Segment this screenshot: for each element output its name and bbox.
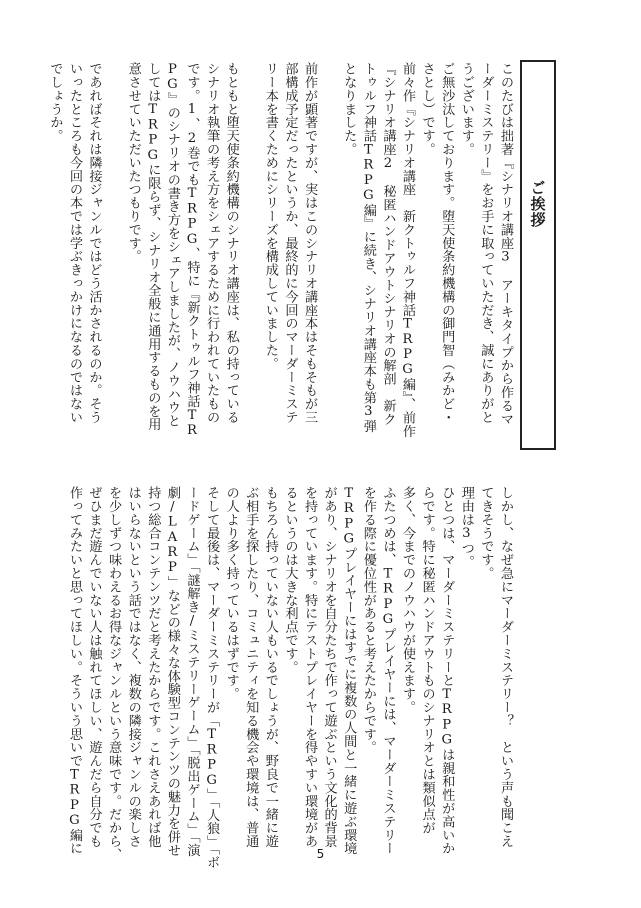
text-line: ご無沙汰しております。堕天使条約機構の御門智（みかど・ <box>439 62 455 424</box>
text-line: しかし、なぜ急にマーダーミステリー？ という声も聞こえ <box>498 486 513 848</box>
text-line: があり、シナリオを自分たちで作って遊ぶという文化的背景 <box>321 486 337 848</box>
text-line: てきそうです。 <box>478 486 494 580</box>
text-line: 理由は3つ。 <box>458 486 474 569</box>
text-line: TRPGプレイヤーにはすでに複数の人間と一緒に遊ぶ環境 <box>341 486 357 855</box>
paragraph <box>64 486 475 869</box>
text-line: の人より多く持っているはずです。 <box>223 486 239 701</box>
text-line: ぜひまだ遊んでいない人は触れてほしい、遊んだら自分でも <box>86 486 102 848</box>
text-line: ーダーミステリー』をお手に取っていただき、誠にありがと <box>478 62 494 424</box>
text-line: さとし）です。 <box>419 62 435 156</box>
paragraph <box>339 62 457 452</box>
page-number: 5 <box>316 847 325 861</box>
text-line: そして最後は、マーダーミステリーが「TRPG」「人狼」「ボ <box>204 486 220 869</box>
text-line: PG』のシナリオの書き方をシェアしましたが、ノウハウと <box>164 62 180 428</box>
text-line: を作る際に優位性があると考えたからです。 <box>360 486 376 754</box>
text-line: 前作が顕著ですが、実はこのシナリオ講座本はそもそもが三 <box>302 62 318 424</box>
heading-title: ご挨拶 <box>528 180 547 228</box>
text-line: るというのは大きな利点です。 <box>282 486 298 674</box>
paragraph <box>260 62 319 452</box>
paragraph <box>45 62 104 452</box>
paragraph <box>123 62 241 452</box>
text-line: してはTRPGに限らず、シナリオ全般に通用するものを用 <box>145 62 161 431</box>
text-line: らです。特に秘匿ハンドアウトものシナリオとは類似点が <box>419 486 435 835</box>
text-line: うございます。 <box>458 62 474 156</box>
text-line: を持っています。特にテストプレイヤーを得やすい環境があ <box>302 486 318 848</box>
text-line: ードゲーム」「謎解き/ミステリーゲーム」「脱出ゲーム」「演 <box>184 486 200 857</box>
text-line: ふたつめは、TRPGプレイヤーには、マーダーミステリー <box>380 486 396 855</box>
text-line: 部構成予定だったというか、最終的に今回のマーダーミステ <box>282 62 298 424</box>
paragraph <box>456 62 515 452</box>
text-line: でしょうか。 <box>47 62 63 143</box>
text-line: もともと堕天使条約機構のシナリオ講座は、私の持っている <box>223 62 239 424</box>
text-line: 劇/LARP」などの様々な体験型コンテンツの魅力を併せ <box>164 486 180 857</box>
text-line: トゥルフ神話TRPG編』に続き、シナリオ講座本も第3弾 <box>360 62 376 433</box>
text-line: はいらないという話ではなく、複数の隣接ジャンルの楽しさ <box>125 486 141 848</box>
text-line: 持つ総合コンテンツだと考えたからです。これさえあれば他 <box>145 486 161 848</box>
text-line: もちろん持っていない人もいるでしょうが、野良で一緒に遊 <box>262 486 278 848</box>
text-line: このたびは拙著『シナリオ講座3 アーキタイプから作るマ <box>498 62 513 426</box>
text-line: であればそれは隣接ジャンルではどう活かされるのか。そう <box>86 62 102 424</box>
lower-text-block <box>45 486 515 869</box>
text-line: 『シナリオ講座2 秘匿ハンドアウトシナリオの解剖 新ク <box>380 62 396 426</box>
text-line: 意させていただいたつもりです。 <box>125 62 141 263</box>
text-line: となりました。 <box>341 62 357 156</box>
text-line: を少しずつ味わえるお得なジャンルという意味です。だから、 <box>106 486 122 862</box>
text-line: 前々作『シナリオ講座 新クトゥルフ神話TRPG編』、前作 <box>400 62 416 438</box>
text-line: ぶ相手を探したり、コミュニティを知る機会や環境は、普通 <box>243 486 259 848</box>
text-line: です。1、2巻でもTRPG、特に『新クトゥルフ神話TR <box>184 62 200 439</box>
paragraph <box>476 486 515 848</box>
text-line: いったところも今回の本では学ぶきっかけになるのではない <box>66 62 82 424</box>
text-line: リー本を書くためにシリーズを構成していました。 <box>262 62 278 371</box>
text-line: ひとつは、マーダーミステリーとTRPGは親和性が高いか <box>439 486 455 855</box>
upper-text-block <box>45 62 515 452</box>
text-line: シナリオ執筆の考え方をシェアするために行われていたもの <box>204 62 220 424</box>
text-line: 多く、今までのノウハウが使えます。 <box>400 486 416 714</box>
text-line: 作ってみたいと思ってほしい。そういう思いでTRPG編に <box>66 486 82 855</box>
heading-box <box>520 60 556 450</box>
